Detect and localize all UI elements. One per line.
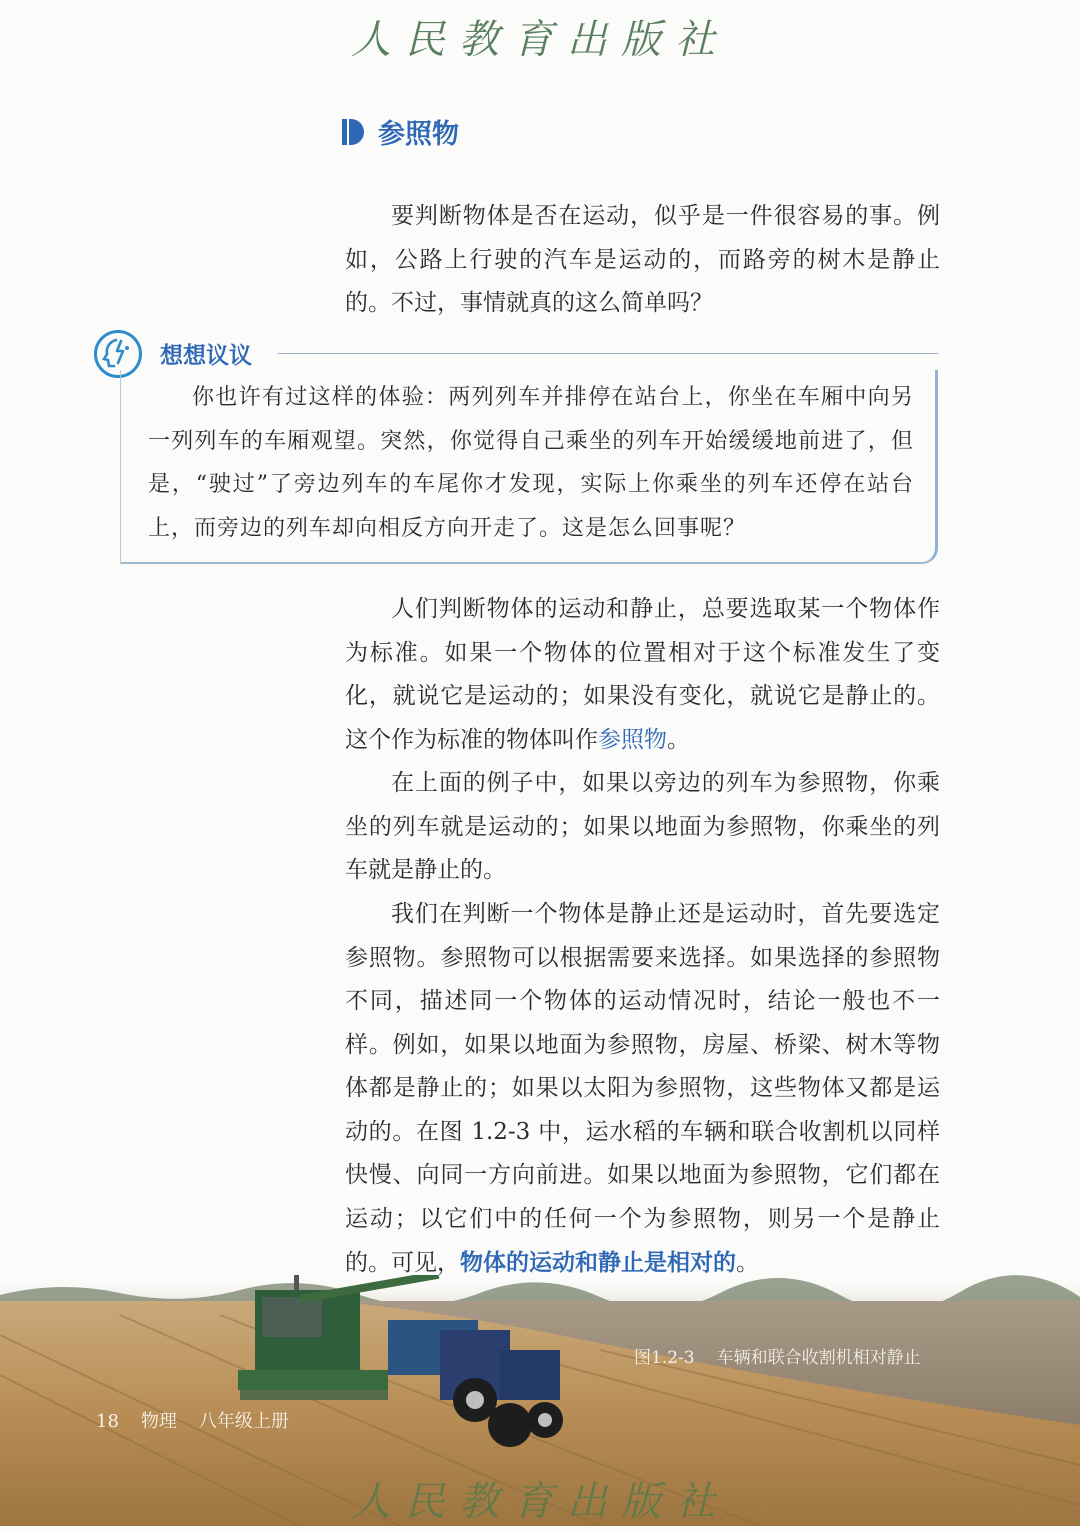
section-marker-icon: [342, 119, 364, 145]
footer-book: 八年级上册: [198, 1411, 289, 1432]
paragraph-relative-motion: [345, 893, 940, 1286]
footer-subject: 物理: [140, 1411, 177, 1432]
key-conclusion: 物体的运动和静止是相对的: [460, 1249, 736, 1276]
page-number: 18: [96, 1411, 119, 1432]
paragraph-text: 。: [736, 1250, 759, 1276]
publisher-watermark-top: 人民教育出版社: [351, 17, 729, 63]
figure-caption: [634, 1343, 921, 1368]
discussion-title: 想想议议: [160, 343, 252, 369]
figure-number: 图1.2-3: [634, 1348, 695, 1368]
paragraph-text: 我们在判断一个物体是静止还是运动时，首先要选定参照物。参照物可以根据需要来选择。如果选择的参照物不同，描述同一个物体的运动情况时，结论一般也不一样。例如，如果以地面为参照物，房屋、桥梁、树木等物体都是静止的；如果以太阳为参照物，这些物体又都是运动的。在图 1.2-3 中，运水稻的车辆和联合收割机以同样快慢、向同一方向前进。如果以地面为参照物，它们都在运动；以它们中的任何一个为参照物，则另一个是静止的。可见，: [345, 901, 940, 1276]
intro-paragraph: 要判断物体是否在运动，似乎是一件很容易的事。例如，公路上行驶的汽车是运动的，而路旁的树木是静止的。不过，事情就真的这么简单吗？: [345, 203, 940, 316]
paragraph-train-example: 在上面的例子中，如果以旁边的列车为参照物，你乘坐的列车就是运动的；如果以地面为参照物，你乘坐的列车就是静止的。: [345, 770, 940, 883]
section-title: 参照物: [378, 119, 459, 150]
key-term: 参照物: [598, 726, 667, 753]
discussion-text: 你也许有过这样的体验：两列列车并排停在站台上，你坐在车厢中向另一列列车的车厢观望。突然，你觉得自己乘坐的列车开始缓缓地前进了，但是，“驶过”了旁边列车的车尾你才发现，实际上你乘坐的列车还停在站台上，而旁边的列车却向相反方向开走了。这是怎么回事呢？: [148, 385, 914, 541]
figure-caption-text: 车辆和联合收割机相对静止: [716, 1348, 921, 1368]
discussion-divider: [278, 353, 938, 354]
paragraph-text: 。: [667, 726, 690, 753]
publisher-watermark-bottom: 人民教育出版社: [351, 1479, 729, 1525]
section-heading: [342, 112, 459, 151]
paragraph-reference-definition: [345, 588, 940, 762]
paragraph-text: 人们判断物体的运动和静止，总要选取某一个物体作为标准。如果一个物体的位置相对于这个标准发生了变化，就说它是运动的；如果没有变化，就说它是静止的。这个作为标准的物体叫作: [345, 596, 940, 753]
page-footer: [96, 1407, 311, 1433]
